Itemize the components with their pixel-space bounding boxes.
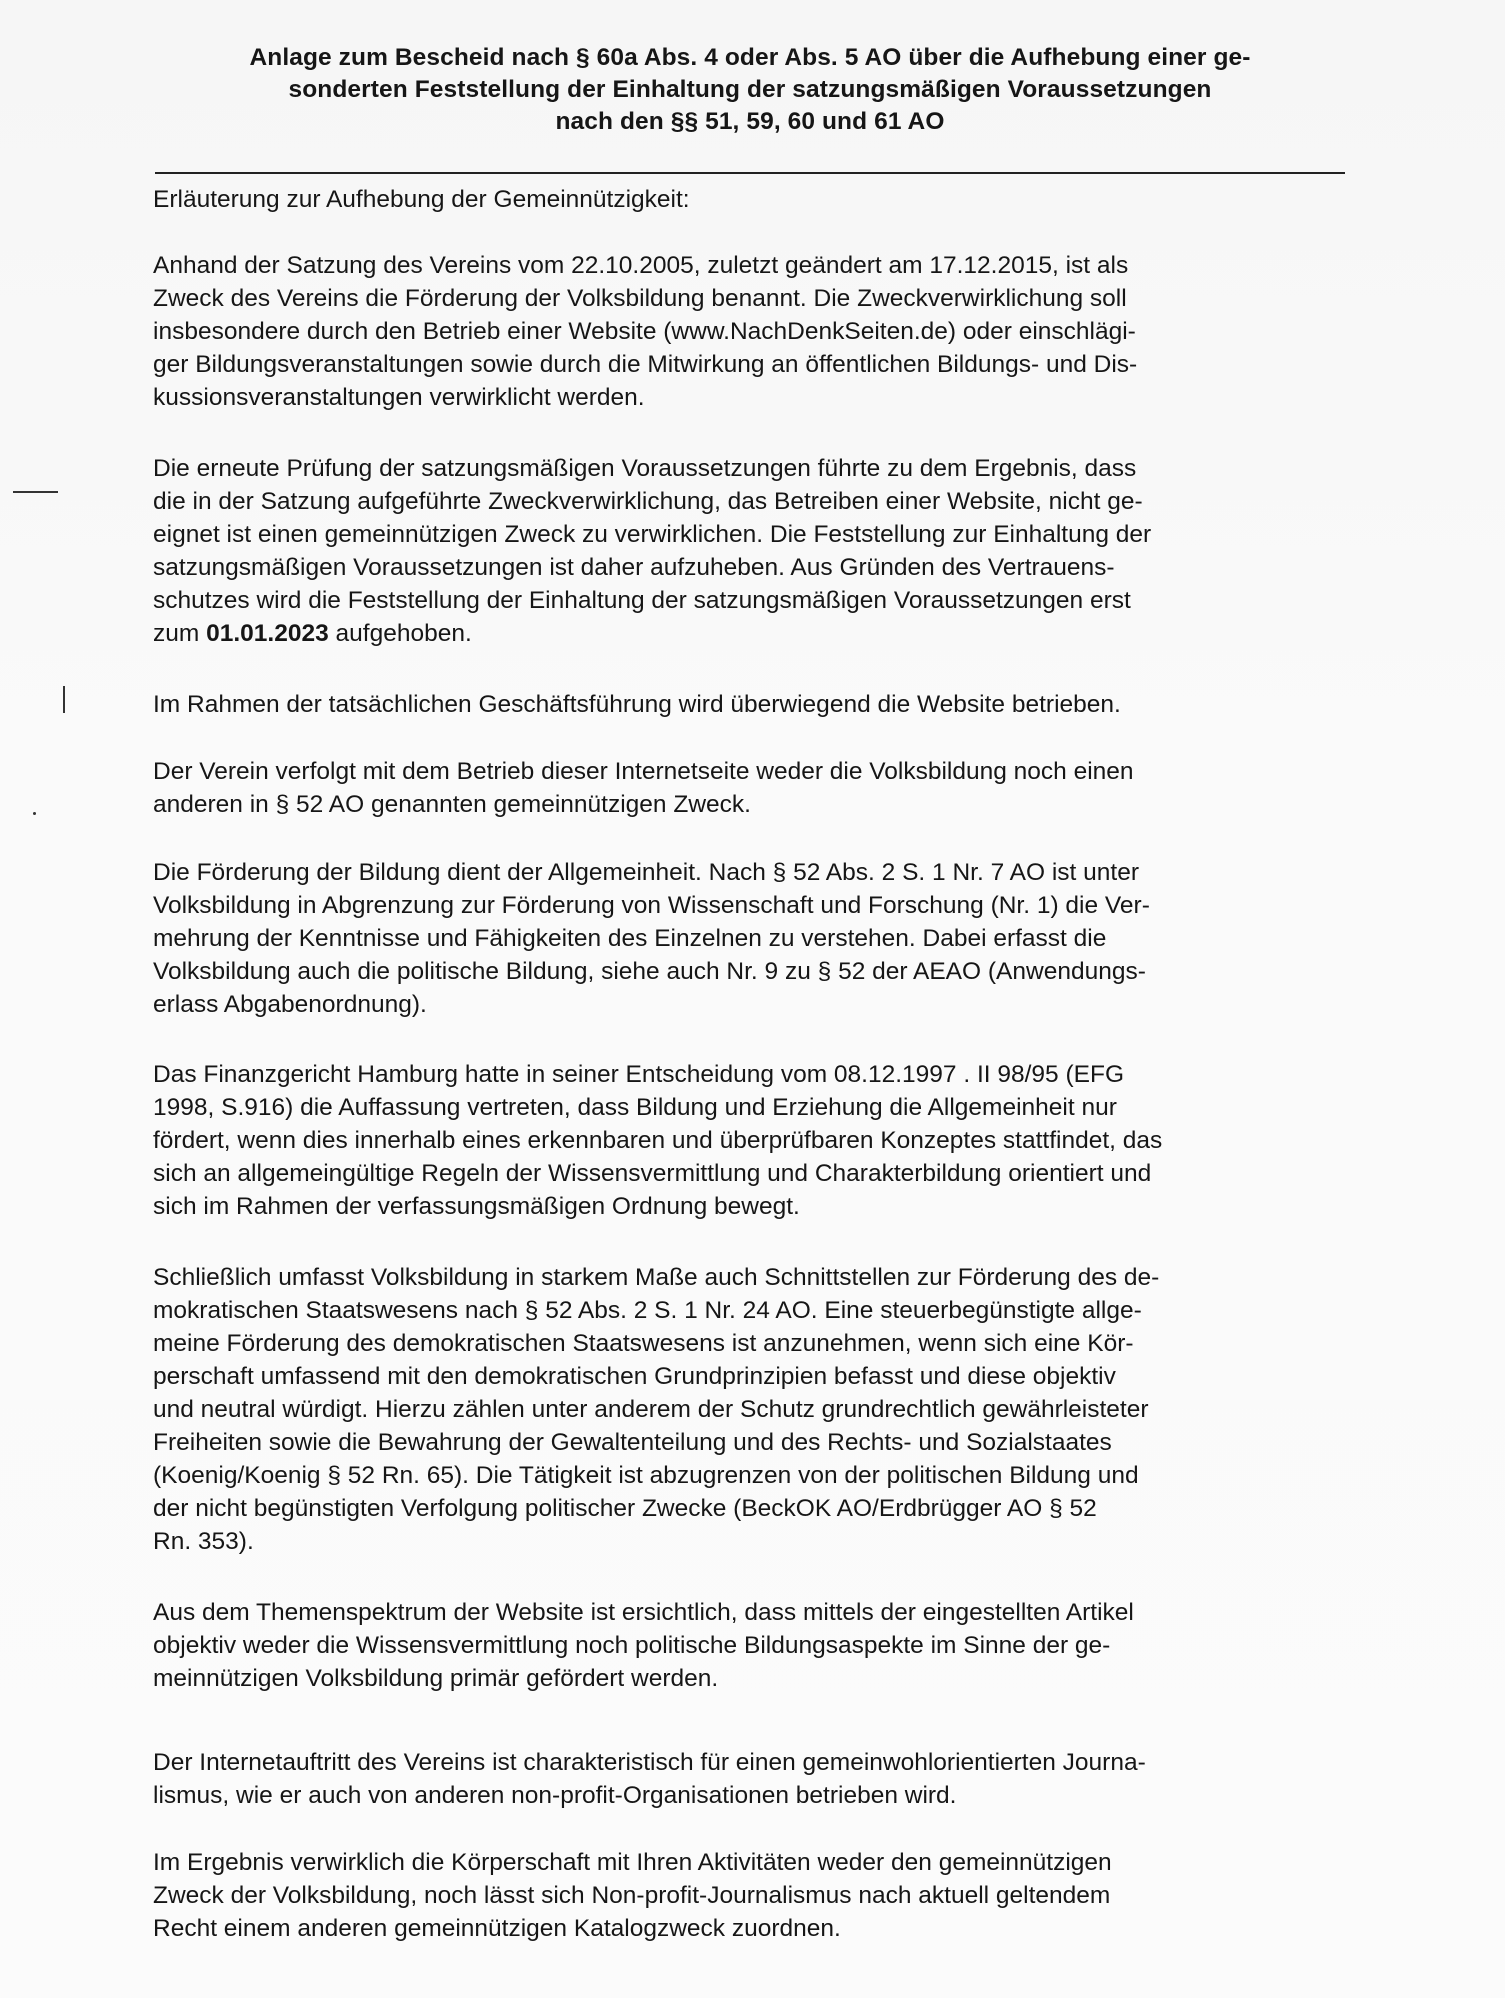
text-line: und neutral würdigt. Hierzu zählen unter anderem der Schutz grundrechtlich gewährleisteter [153, 1396, 1149, 1423]
paragraph-management [153, 688, 1358, 721]
title-separator [155, 172, 1345, 174]
margin-bar-mark [63, 686, 65, 713]
text-line: Freiheiten sowie die Bewahrung der Gewaltenteilung und des Rechts- und Sozialstaates [153, 1429, 1112, 1456]
paragraph-statute [153, 249, 1358, 414]
paragraph-democracy [153, 1261, 1358, 1558]
effective-date: 01.01.2023 [206, 620, 329, 647]
intro-label [153, 183, 1358, 216]
paragraph-court-ruling [153, 1058, 1358, 1223]
text-line: erlass Abgabenordnung). [153, 991, 427, 1018]
text-line: satzungsmäßigen Voraussetzungen ist daher aufzuheben. Aus Gründen des Vertrauens- [153, 554, 1115, 581]
text-line: sich im Rahmen der verfassungsmäßigen Ordnung bewegt. [153, 1193, 800, 1220]
text-line: meinnützigen Volksbildung primär gefördert werden. [153, 1665, 719, 1692]
paragraph-education [153, 856, 1358, 1021]
text-line: Die Förderung der Bildung dient der Allgemeinheit. Nach § 52 Abs. 2 S. 1 Nr. 7 AO ist unter [153, 859, 1140, 886]
intro-label-text: Erläuterung zur Aufhebung der Gemeinnützigkeit: [153, 186, 690, 213]
text-line: schutzes wird die Feststellung der Einhaltung der satzungsmäßigen Voraussetzungen erst [153, 587, 1131, 614]
text-line: der nicht begünstigten Verfolgung politischer Zwecke (BeckOK AO/Erdbrügger AO § 52 [153, 1495, 1097, 1522]
text-line: Anhand der Satzung des Vereins vom 22.10.2005, zuletzt geändert am 17.12.2015, ist als [153, 252, 1129, 279]
paragraph-journalism [153, 1746, 1358, 1812]
text-line: Recht einem anderen gemeinnützigen Katalogzweck zuordnen. [153, 1915, 841, 1942]
paragraph-review-result [153, 452, 1358, 650]
margin-dot-mark [33, 812, 36, 815]
text-line: insbesondere durch den Betrieb einer Website (www.NachDenkSeiten.de) oder einschlägi- [153, 318, 1136, 345]
text-line: anderen in § 52 AO genannten gemeinnützigen Zweck. [153, 791, 751, 818]
paragraph-conclusion [153, 1846, 1358, 1945]
title-line: Anlage zum Bescheid nach § 60a Abs. 4 oder Abs. 5 AO über die Aufhebung einer ge- [249, 44, 1251, 71]
text-line: eignet ist einen gemeinnützigen Zweck zu verwirklichen. Die Feststellung zur Einhaltung der [153, 521, 1152, 548]
text-line: objektiv weder die Wissensvermittlung noch politische Bildungsaspekte im Sinne der ge- [153, 1632, 1111, 1659]
text-line: Aus dem Themenspektrum der Website ist ersichtlich, dass mittels der eingestellten Artikel [153, 1599, 1134, 1626]
margin-dash-mark [13, 491, 58, 493]
text-line: (Koenig/Koenig § 52 Rn. 65). Die Tätigkeit ist abzugrenzen von der politischen Bildung und [153, 1462, 1139, 1489]
text-line: Im Ergebnis verwirklich die Körperschaft mit Ihren Aktivitäten weder den gemeinnützigen [153, 1849, 1112, 1876]
text-fragment: zum [153, 620, 207, 647]
text-line: Der Verein verfolgt mit dem Betrieb dieser Internetseite weder die Volksbildung noch einen [153, 758, 1134, 785]
text-line: Rn. 353). [153, 1528, 254, 1555]
text-line: Der Internetauftritt des Vereins ist charakteristisch für einen gemeinwohlorientierten Journa- [153, 1749, 1146, 1776]
text-line: sich an allgemeingültige Regeln der Wissensvermittlung und Charakterbildung orientiert und [153, 1160, 1152, 1187]
text-line: Das Finanzgericht Hamburg hatte in seiner Entscheidung vom 08.12.1997 . II 98/95 (EFG [153, 1061, 1125, 1088]
text-line: Im Rahmen der tatsächlichen Geschäftsführung wird überwiegend die Website betrieben. [153, 691, 1121, 718]
document-title [140, 42, 1360, 138]
title-line: sonderten Feststellung der Einhaltung der satzungsmäßigen Voraussetzungen [288, 76, 1212, 103]
paragraph-website-topics [153, 1596, 1358, 1695]
text-line: lismus, wie er auch von anderen non-profit-Organisationen betrieben wird. [153, 1782, 957, 1809]
text-line: Schließlich umfasst Volksbildung in starkem Maße auch Schnittstellen zur Förderung des de- [153, 1264, 1160, 1291]
text-line: Die erneute Prüfung der satzungsmäßigen Voraussetzungen führte zu dem Ergebnis, dass [153, 455, 1137, 482]
text-line: meine Förderung des demokratischen Staatswesens ist anzunehmen, wenn sich eine Kör- [153, 1330, 1134, 1357]
text-line: perschaft umfassend mit den demokratischen Grundprinzipien befasst und diese objektiv [153, 1363, 1116, 1390]
text-line: mehrung der Kenntnisse und Fähigkeiten des Einzelnen zu verstehen. Dabei erfasst die [153, 925, 1107, 952]
paragraph-purpose [153, 755, 1358, 821]
title-line: nach den §§ 51, 59, 60 und 61 AO [555, 108, 945, 135]
text-line: ger Bildungsveranstaltungen sowie durch die Mitwirkung an öffentlichen Bildungs- und Dis- [153, 351, 1138, 378]
text-line [153, 617, 1358, 650]
text-line: Zweck des Vereins die Förderung der Volksbildung benannt. Die Zweckverwirklichung soll [153, 285, 1127, 312]
text-line: Zweck der Volksbildung, noch lässt sich Non-profit-Journalismus nach aktuell geltendem [153, 1882, 1111, 1909]
text-fragment: aufgehoben. [328, 620, 472, 647]
text-line: Volksbildung in Abgrenzung zur Förderung von Wissenschaft und Forschung (Nr. 1) die Ver- [153, 892, 1150, 919]
text-line: 1998, S.916) die Auffassung vertreten, dass Bildung und Erziehung die Allgemeinheit nur [153, 1094, 1117, 1121]
text-line: mokratischen Staatswesens nach § 52 Abs. 2 S. 1 Nr. 24 AO. Eine steuerbegünstigte allge- [153, 1297, 1142, 1324]
text-line: Volksbildung auch die politische Bildung, siehe auch Nr. 9 zu § 52 der AEAO (Anwendungs- [153, 958, 1146, 985]
text-line: die in der Satzung aufgeführte Zweckverwirklichung, das Betreiben einer Website, nicht ge- [153, 488, 1143, 515]
text-line: kussionsveranstaltungen verwirklicht werden. [153, 384, 645, 411]
text-line: fördert, wenn dies innerhalb eines erkennbaren und überprüfbaren Konzeptes stattfindet, das [153, 1127, 1163, 1154]
